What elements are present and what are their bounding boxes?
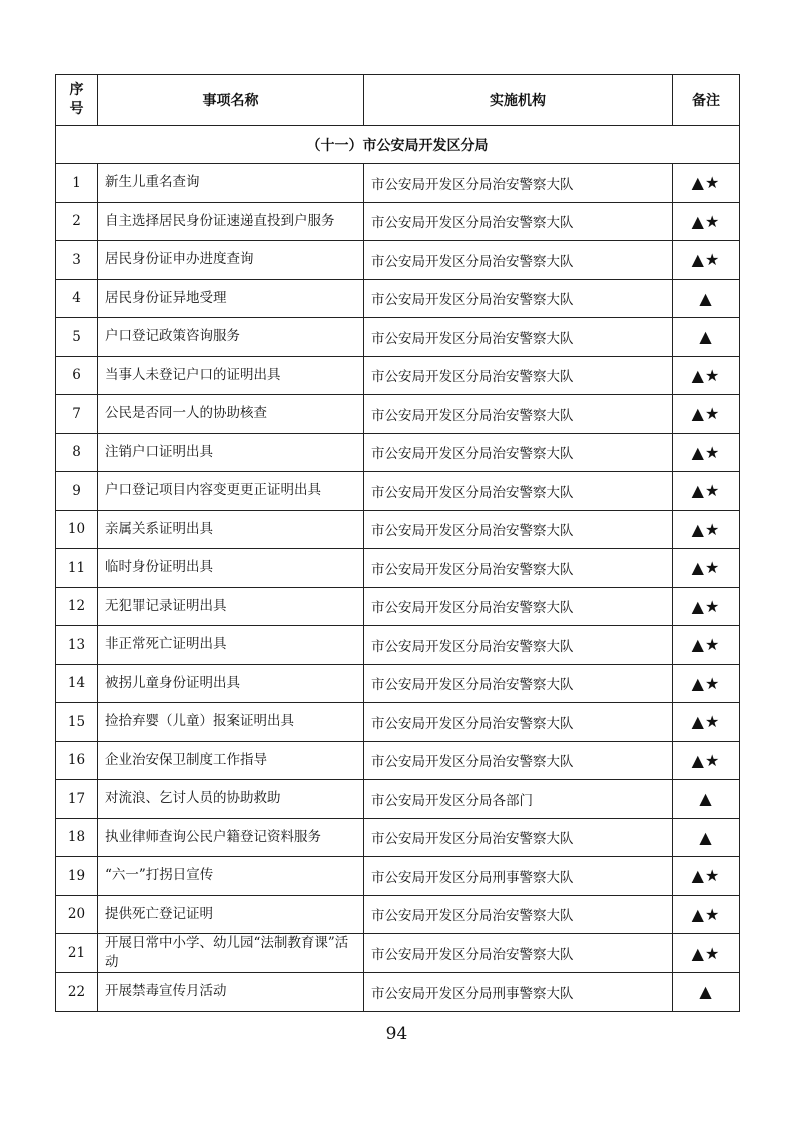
row-remarks: ▲ <box>673 973 740 1012</box>
row-item-name: 对流浪、乞讨人员的协助救助 <box>98 780 364 819</box>
header-item-name: 事项名称 <box>98 75 364 126</box>
table-row <box>56 279 740 318</box>
row-remarks: ▲★ <box>673 472 740 511</box>
row-agency: 市公安局开发区分局治安警察大队 <box>364 703 673 742</box>
table-row <box>56 741 740 780</box>
row-agency: 市公安局开发区分局治安警察大队 <box>364 818 673 857</box>
table-row <box>56 549 740 588</box>
row-number: 18 <box>56 818 98 857</box>
row-agency: 市公安局开发区分局治安警察大队 <box>364 472 673 511</box>
row-agency: 市公安局开发区分局治安警察大队 <box>364 433 673 472</box>
header-remarks: 备注 <box>673 75 740 126</box>
table-row <box>56 934 740 973</box>
table-row <box>56 973 740 1012</box>
header-serial-number <box>56 75 98 126</box>
table-row <box>56 318 740 357</box>
section-title-row <box>56 126 740 164</box>
row-item-name: 自主选择居民身份证速递直投到户服务 <box>98 202 364 241</box>
row-number: 1 <box>56 164 98 203</box>
row-remarks: ▲★ <box>673 356 740 395</box>
table-row <box>56 703 740 742</box>
header-serial-line1: 序 <box>69 82 84 98</box>
row-remarks: ▲★ <box>673 703 740 742</box>
row-remarks: ▲★ <box>673 587 740 626</box>
row-number: 7 <box>56 395 98 434</box>
row-number: 2 <box>56 202 98 241</box>
table-row <box>56 626 740 665</box>
row-number: 20 <box>56 895 98 934</box>
table-row <box>56 164 740 203</box>
row-remarks: ▲★ <box>673 664 740 703</box>
row-agency: 市公安局开发区分局刑事警察大队 <box>364 857 673 896</box>
row-remarks: ▲★ <box>673 857 740 896</box>
row-number: 14 <box>56 664 98 703</box>
row-number: 16 <box>56 741 98 780</box>
row-number: 6 <box>56 356 98 395</box>
page-number: 94 <box>385 1024 408 1044</box>
table-row <box>56 510 740 549</box>
row-remarks: ▲★ <box>673 395 740 434</box>
row-remarks: ▲ <box>673 780 740 819</box>
table-header-row <box>56 75 740 126</box>
table-row <box>56 395 740 434</box>
row-remarks: ▲★ <box>673 549 740 588</box>
table-row <box>56 356 740 395</box>
row-item-name: 户口登记政策咨询服务 <box>98 318 364 357</box>
row-number: 9 <box>56 472 98 511</box>
row-agency: 市公安局开发区分局治安警察大队 <box>364 895 673 934</box>
row-item-name: 执业律师查询公民户籍登记资料服务 <box>98 818 364 857</box>
services-table <box>55 74 740 1012</box>
row-item-name: 非正常死亡证明出具 <box>98 626 364 665</box>
row-number: 22 <box>56 973 98 1012</box>
row-agency: 市公安局开发区分局治安警察大队 <box>364 587 673 626</box>
row-item-name: 注销户口证明出具 <box>98 433 364 472</box>
row-agency: 市公安局开发区分局治安警察大队 <box>364 318 673 357</box>
header-serial-line2: 号 <box>69 101 84 117</box>
row-remarks: ▲★ <box>673 241 740 280</box>
table-row <box>56 780 740 819</box>
row-number: 11 <box>56 549 98 588</box>
row-agency: 市公安局开发区分局治安警察大队 <box>364 241 673 280</box>
row-number: 21 <box>56 934 98 973</box>
row-number: 17 <box>56 780 98 819</box>
table-row <box>56 664 740 703</box>
row-agency: 市公安局开发区分局治安警察大队 <box>364 164 673 203</box>
row-remarks: ▲★ <box>673 741 740 780</box>
row-remarks: ▲ <box>673 318 740 357</box>
table-row <box>56 202 740 241</box>
row-agency: 市公安局开发区分局各部门 <box>364 780 673 819</box>
row-item-name: “六一”打拐日宣传 <box>98 857 364 896</box>
row-remarks: ▲★ <box>673 164 740 203</box>
table-row <box>56 818 740 857</box>
table-row <box>56 857 740 896</box>
row-remarks: ▲★ <box>673 433 740 472</box>
row-remarks: ▲ <box>673 818 740 857</box>
row-item-name: 公民是否同一人的协助核查 <box>98 395 364 434</box>
row-remarks: ▲★ <box>673 510 740 549</box>
row-item-name: 无犯罪记录证明出具 <box>98 587 364 626</box>
table-row <box>56 472 740 511</box>
row-remarks: ▲ <box>673 279 740 318</box>
row-agency: 市公安局开发区分局治安警察大队 <box>364 510 673 549</box>
table-row <box>56 895 740 934</box>
row-item-name: 开展禁毒宣传月活动 <box>98 973 364 1012</box>
row-number: 10 <box>56 510 98 549</box>
row-item-name: 新生儿重名查询 <box>98 164 364 203</box>
row-item-name: 被拐儿童身份证明出具 <box>98 664 364 703</box>
row-item-name: 临时身份证明出具 <box>98 549 364 588</box>
row-number: 3 <box>56 241 98 280</box>
row-agency: 市公安局开发区分局治安警察大队 <box>364 549 673 588</box>
row-remarks: ▲★ <box>673 934 740 973</box>
row-number: 13 <box>56 626 98 665</box>
row-item-name: 捡拾弃婴（儿童）报案证明出具 <box>98 703 364 742</box>
row-item-name: 企业治安保卫制度工作指导 <box>98 741 364 780</box>
table-row <box>56 241 740 280</box>
row-agency: 市公安局开发区分局治安警察大队 <box>364 279 673 318</box>
row-agency: 市公安局开发区分局治安警察大队 <box>364 202 673 241</box>
row-agency: 市公安局开发区分局治安警察大队 <box>364 395 673 434</box>
row-agency: 市公安局开发区分局治安警察大队 <box>364 934 673 973</box>
row-item-name: 居民身份证申办进度查询 <box>98 241 364 280</box>
table-row <box>56 587 740 626</box>
row-item-name: 户口登记项目内容变更更正证明出具 <box>98 472 364 511</box>
row-remarks: ▲★ <box>673 626 740 665</box>
table-row <box>56 433 740 472</box>
row-agency: 市公安局开发区分局刑事警察大队 <box>364 973 673 1012</box>
section-title: （十一）市公安局开发区分局 <box>56 126 740 164</box>
row-number: 15 <box>56 703 98 742</box>
header-implementing-agency: 实施机构 <box>364 75 673 126</box>
row-agency: 市公安局开发区分局治安警察大队 <box>364 741 673 780</box>
row-remarks: ▲★ <box>673 895 740 934</box>
row-item-name: 提供死亡登记证明 <box>98 895 364 934</box>
row-number: 12 <box>56 587 98 626</box>
row-item-name: 当事人未登记户口的证明出具 <box>98 356 364 395</box>
row-number: 4 <box>56 279 98 318</box>
row-agency: 市公安局开发区分局治安警察大队 <box>364 626 673 665</box>
row-item-name: 开展日常中小学、幼儿园“法制教育课”活动 <box>98 934 364 973</box>
row-number: 19 <box>56 857 98 896</box>
row-number: 5 <box>56 318 98 357</box>
row-item-name: 居民身份证异地受理 <box>98 279 364 318</box>
row-agency: 市公安局开发区分局治安警察大队 <box>364 356 673 395</box>
row-remarks: ▲★ <box>673 202 740 241</box>
row-agency: 市公安局开发区分局治安警察大队 <box>364 664 673 703</box>
row-number: 8 <box>56 433 98 472</box>
row-item-name: 亲属关系证明出具 <box>98 510 364 549</box>
